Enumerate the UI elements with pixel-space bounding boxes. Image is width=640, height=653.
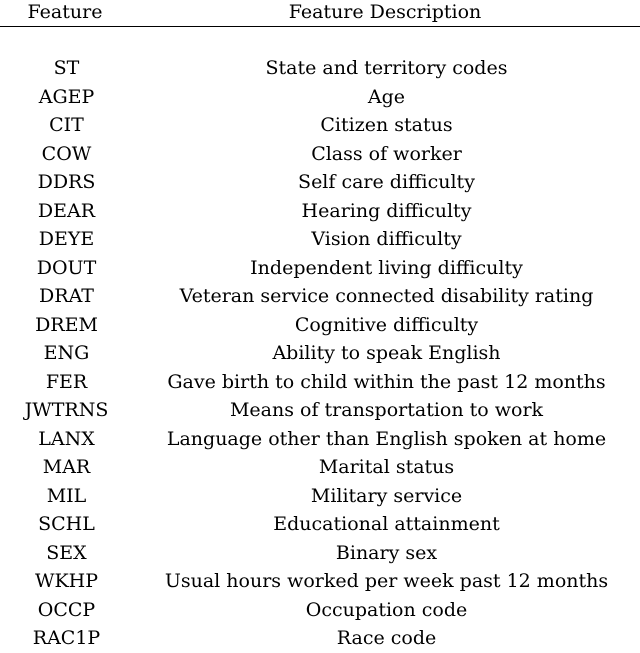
- table-body: [0, 54, 640, 653]
- table-row: [0, 197, 640, 226]
- feature-code: DEYE: [38, 228, 95, 250]
- table-row: [0, 396, 640, 425]
- table-row: [0, 368, 640, 397]
- feature-code: SEX: [46, 541, 87, 564]
- feature-description: Marital status: [318, 456, 455, 478]
- table-row: [0, 83, 640, 112]
- feature-code: DRAT: [39, 285, 94, 307]
- feature-description: Language other than English spoken at home: [166, 427, 607, 450]
- table-row: [0, 282, 640, 311]
- table-row: [0, 111, 640, 140]
- table-row: [0, 624, 640, 653]
- table-row: [0, 482, 640, 511]
- feature-description: Cognitive difficulty: [294, 313, 479, 336]
- feature-code: ENG: [43, 342, 90, 364]
- table-row: [0, 311, 640, 340]
- feature-description: Self care difficulty: [298, 171, 475, 193]
- table-row: [0, 453, 640, 482]
- feature-code: JWTRNS: [24, 399, 109, 421]
- table-row: [0, 225, 640, 254]
- header-feature: Feature: [27, 1, 103, 23]
- feature-description: Binary sex: [335, 541, 438, 564]
- feature-code: RAC1P: [32, 627, 101, 649]
- feature-description: Educational attainment: [273, 513, 500, 535]
- feature-code: DDRS: [37, 171, 96, 193]
- feature-description: Hearing difficulty: [301, 199, 472, 222]
- feature-description: Race code: [336, 627, 437, 649]
- table-header: [0, 0, 640, 25]
- table-row: [0, 339, 640, 368]
- feature-code: OCCP: [37, 598, 96, 621]
- feature-description: Military service: [310, 484, 463, 507]
- feature-code: MAR: [42, 456, 91, 478]
- feature-description: Independent living difficulty: [250, 256, 523, 279]
- feature-code: CIT: [49, 114, 84, 136]
- feature-description: Citizen status: [320, 114, 453, 136]
- feature-code: AGEP: [38, 85, 95, 108]
- feature-description: Occupation code: [305, 598, 468, 621]
- table-row: [0, 254, 640, 283]
- feature-code: ST: [53, 57, 80, 79]
- table-row: [0, 168, 640, 197]
- feature-code: SCHL: [38, 513, 95, 535]
- feature-description: Veteran service connected disability rating: [179, 285, 594, 307]
- table-row: [0, 510, 640, 539]
- header-description: Feature Description: [288, 1, 482, 23]
- table-row: [0, 425, 640, 454]
- table-row: [0, 567, 640, 596]
- feature-code: WKHP: [34, 570, 99, 592]
- feature-description: Class of worker: [311, 142, 462, 165]
- table-row: [0, 596, 640, 625]
- feature-description: Vision difficulty: [311, 228, 462, 250]
- feature-description: Age: [367, 85, 406, 108]
- feature-description: Ability to speak English: [272, 342, 501, 364]
- feature-description: State and territory codes: [265, 57, 508, 79]
- feature-code: LANX: [38, 427, 95, 450]
- header-rule: [0, 26, 640, 27]
- feature-description: Gave birth to child within the past 12 months: [167, 370, 606, 393]
- feature-code: DEAR: [37, 199, 96, 222]
- feature-code: DREM: [35, 313, 98, 336]
- feature-code: COW: [41, 142, 92, 165]
- table-row: [0, 54, 640, 83]
- feature-description: Usual hours worked per week past 12 months: [164, 570, 609, 592]
- feature-code: DOUT: [36, 256, 97, 279]
- table-row: [0, 140, 640, 169]
- table-row: [0, 539, 640, 568]
- feature-code: MIL: [46, 484, 87, 507]
- feature-description: Means of transportation to work: [229, 399, 544, 421]
- feature-code: FER: [45, 370, 88, 393]
